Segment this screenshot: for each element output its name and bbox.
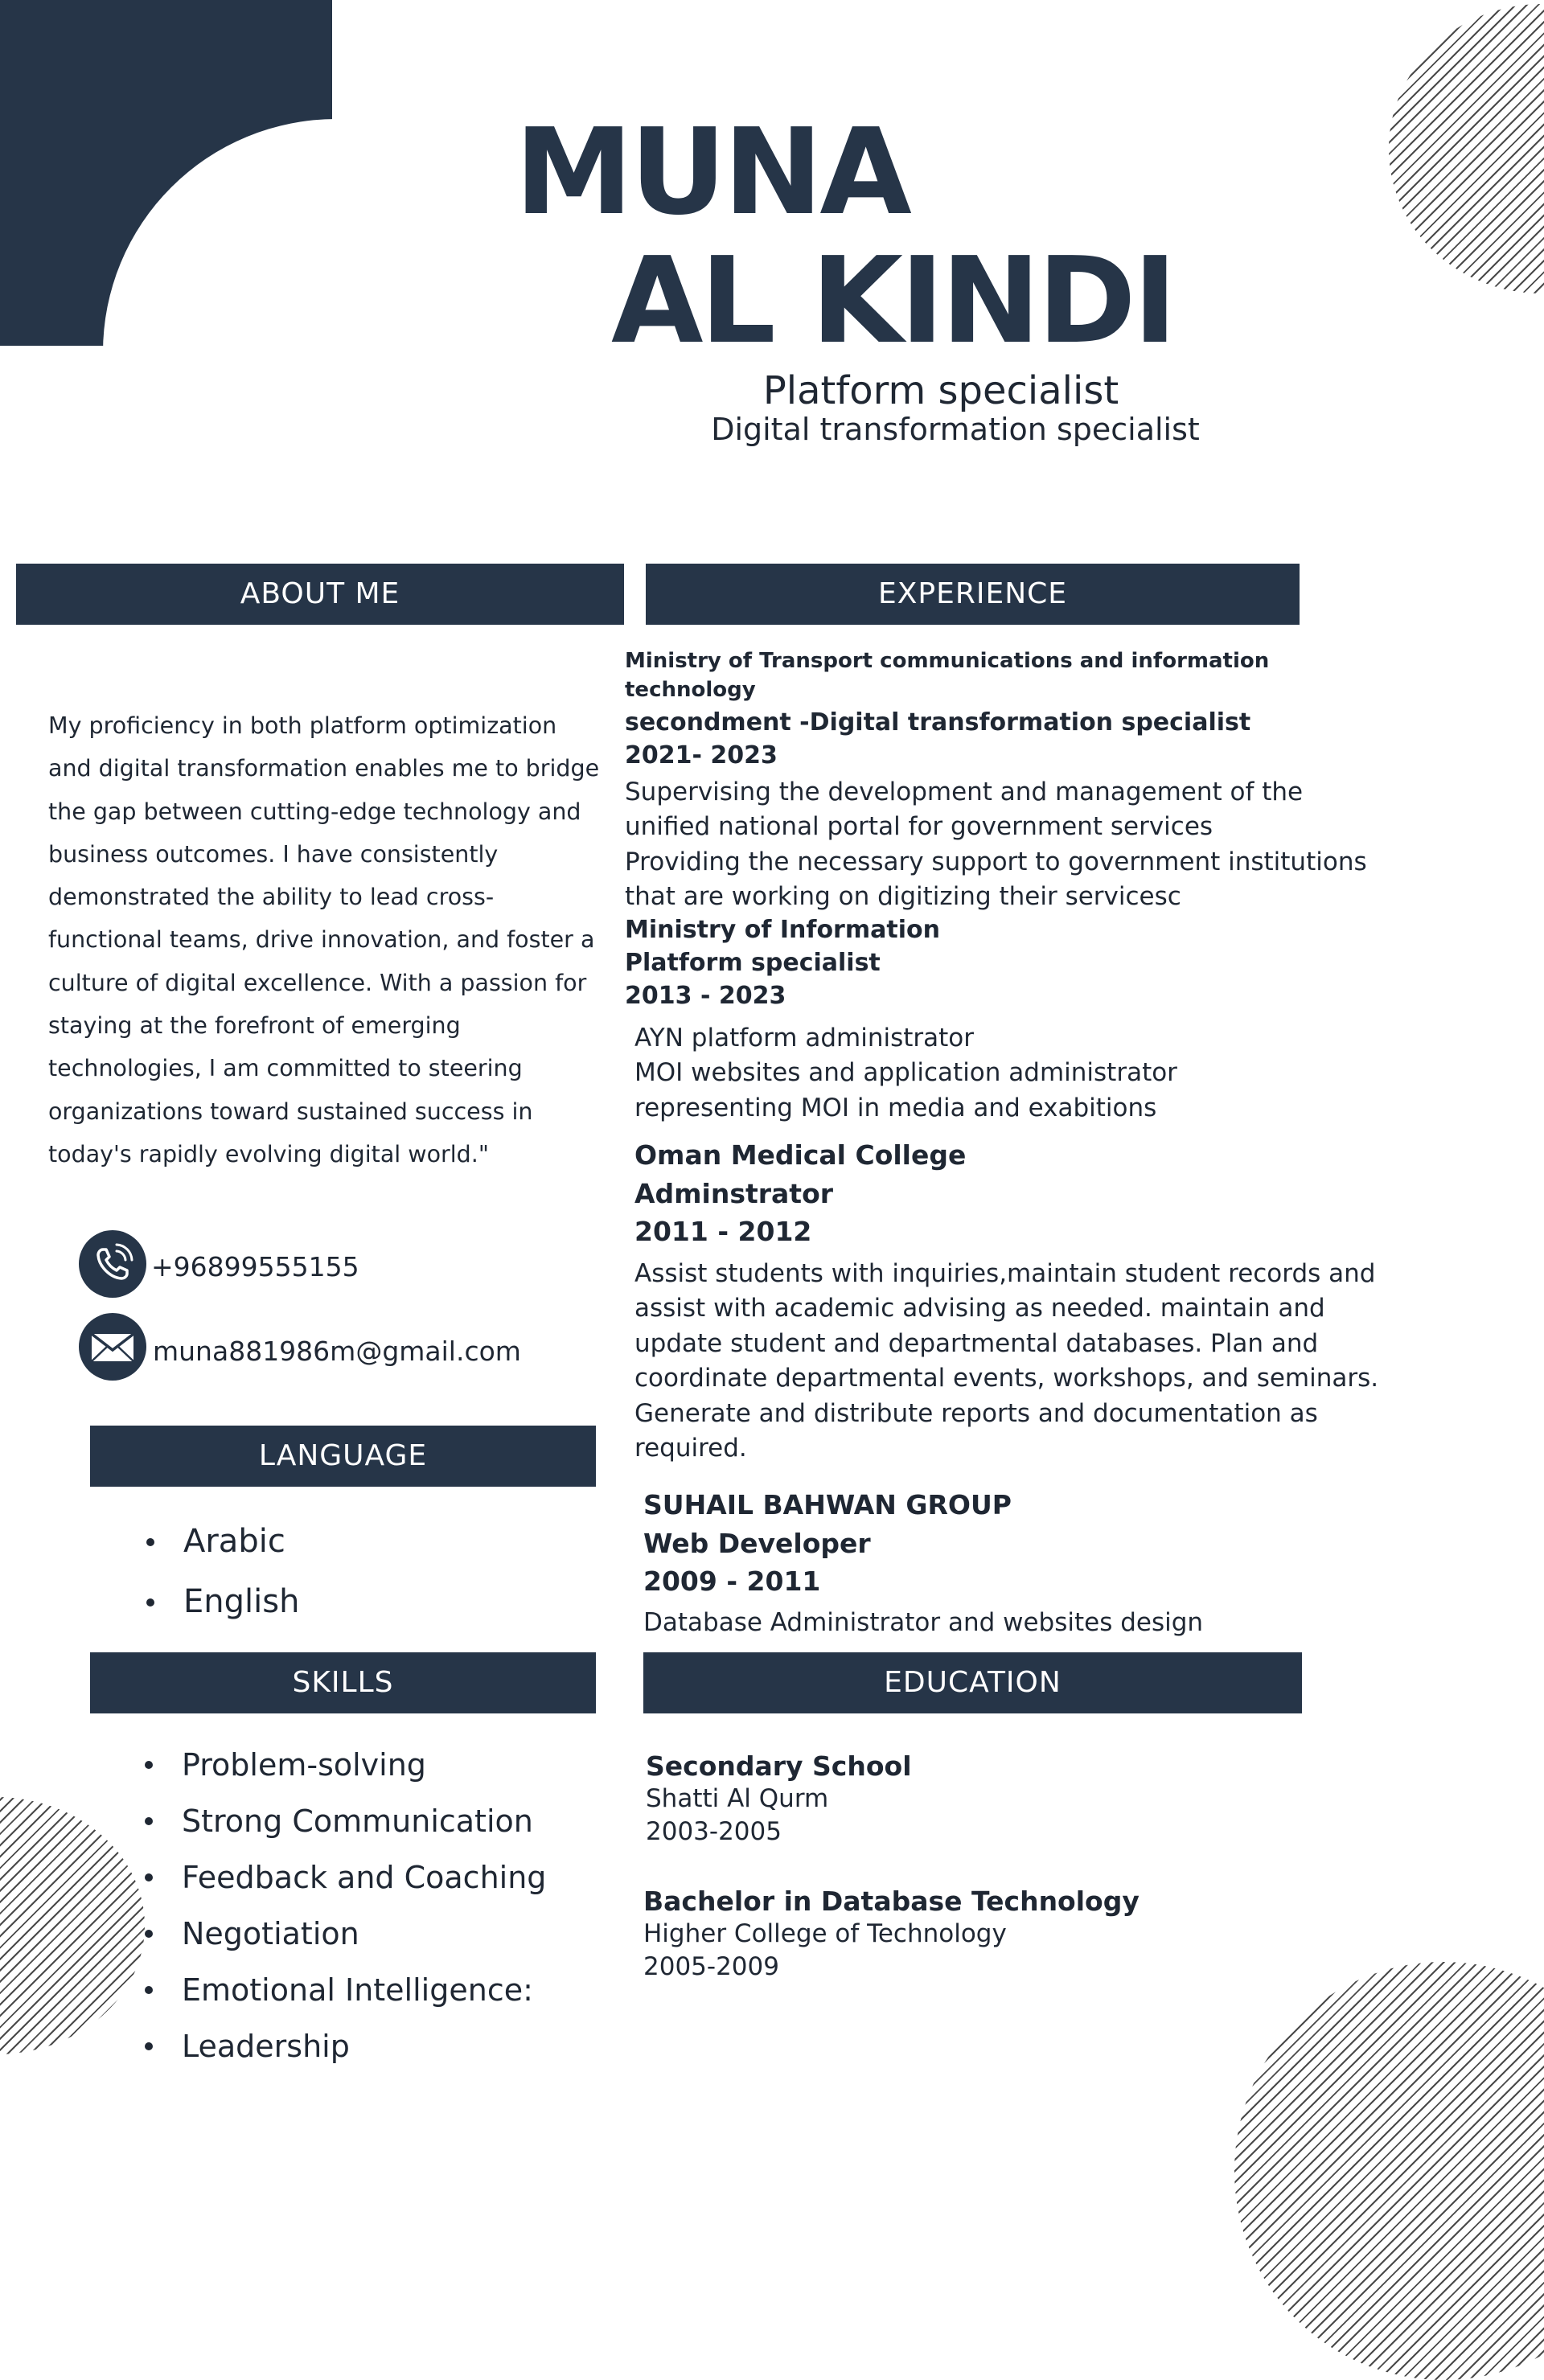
about-line: organizations toward sustained success in [48, 1098, 533, 1125]
education-school: Higher College of Technology [643, 1919, 1007, 1948]
education-degree: Bachelor in Database Technology [643, 1886, 1140, 1917]
hatched-circle-top-right [1389, 4, 1544, 293]
job-detail-line: AYN platform administrator [634, 1024, 975, 1053]
about-line: staying at the forefront of emerging [48, 1012, 461, 1040]
about-line: the gap between cutting-edge technology and [48, 798, 581, 825]
education-years: 2005-2009 [643, 1952, 779, 1981]
education-years: 2003-2005 [646, 1817, 782, 1846]
job-detail-line: MOI websites and application administrator [634, 1058, 1177, 1088]
job-role: Web Developer [643, 1527, 871, 1559]
employer-name: Ministry of Transport communications and information [625, 649, 1270, 673]
language-list [146, 1512, 299, 1632]
employer-name: Oman Medical College [634, 1139, 967, 1171]
job-detail-line: Assist students with inquiries,maintain student records and [634, 1259, 1376, 1288]
about-line: My proficiency in both platform optimization [48, 712, 557, 739]
experience-entry [625, 913, 940, 1012]
experience-entry [625, 646, 1269, 704]
education-header: EDUCATION [643, 1652, 1302, 1713]
job-period: 2011 - 2012 [634, 1216, 812, 1247]
language-item: Arabic [146, 1512, 299, 1572]
job-role: Adminstrator [634, 1177, 834, 1209]
about-line: culture of digital excellence. With a passion for [48, 969, 587, 996]
employer-name: SUHAIL BAHWAN GROUP [643, 1489, 1012, 1520]
experience-role-block [625, 706, 1250, 772]
envelope-icon [79, 1313, 146, 1381]
about-line: today's rapidly evolving digital world." [48, 1140, 489, 1167]
language-header: LANGUAGE [90, 1426, 596, 1487]
skill-item: Problem-solving [145, 1737, 546, 1793]
employer-name: Ministry of Information [625, 916, 940, 944]
phone-number[interactable]: +96899555155 [151, 1251, 359, 1282]
job-period: 2013 - 2023 [625, 982, 786, 1010]
hatched-circle-left [0, 1797, 145, 2054]
last-name: AL KINDI [611, 232, 1174, 370]
job-role: secondment -Digital transformation specialist [625, 708, 1251, 737]
job-details [643, 1606, 1203, 1640]
skills-header: SKILLS [90, 1652, 596, 1713]
email-address[interactable]: muna881986m@gmail.com [153, 1336, 521, 1367]
skill-item: Emotional Intelligence: [145, 1962, 546, 2018]
job-role: Platform specialist [625, 949, 881, 977]
first-name: MUNA [515, 103, 909, 241]
job-detail-line: update student and departmental databases. Plan and [634, 1328, 1319, 1358]
about-me-text [48, 704, 611, 1176]
education-degree: Secondary School [646, 1750, 912, 1782]
job-detail-line: assist with academic advising as needed. maintain and [634, 1294, 1325, 1323]
skill-item: Leadership [145, 2018, 546, 2074]
job-title-primary: Platform specialist [762, 368, 1119, 413]
language-item: English [146, 1572, 299, 1632]
job-detail-line: Database Administrator and websites design [643, 1608, 1204, 1637]
job-detail-line: Supervising the development and management of the [625, 778, 1304, 806]
phone-icon [79, 1230, 146, 1298]
job-detail-line: that are working on digitizing their servicesc [625, 881, 1181, 911]
skill-item: Negotiation [145, 1906, 546, 1962]
education-entry [643, 1885, 1140, 1984]
job-detail-line: representing MOI in media and exabitions [634, 1093, 1157, 1122]
education-entry [646, 1750, 912, 1849]
experience-entry [634, 1136, 966, 1251]
job-detail-line: unified national portal for government services [625, 812, 1213, 842]
skills-list [145, 1737, 546, 2074]
job-details [634, 1021, 1177, 1126]
job-details [634, 1257, 1378, 1466]
experience-entry [643, 1486, 1012, 1601]
about-line: functional teams, drive innovation, and foster a [48, 926, 595, 954]
job-detail-line: Providing the necessary support to government institutions [625, 847, 1367, 876]
job-title-secondary: Digital transformation specialist [711, 412, 1200, 447]
about-me-header: ABOUT ME [16, 564, 624, 625]
education-school: Shatti Al Qurm [646, 1784, 829, 1813]
skill-item: Feedback and Coaching [145, 1849, 546, 1906]
corner-decoration-cutout [103, 119, 569, 585]
skill-item: Strong Communication [145, 1793, 546, 1849]
about-line: demonstrated the ability to lead cross- [48, 884, 495, 911]
job-period: 2009 - 2011 [643, 1565, 821, 1597]
hatched-circle-bottom-right [1234, 1962, 1544, 2380]
job-detail-line: coordinate departmental events, workshops, and seminars. [634, 1364, 1379, 1393]
about-line: technologies, I am committed to steering [48, 1055, 523, 1082]
about-line: business outcomes. I have consistently [48, 840, 499, 868]
experience-header: EXPERIENCE [646, 564, 1300, 625]
employer-name-cont: technology [625, 678, 756, 702]
job-detail-line: Generate and distribute reports and documentation as [634, 1398, 1318, 1428]
about-line: and digital transformation enables me to bridge [48, 755, 600, 782]
job-detail-line: required. [634, 1434, 747, 1463]
job-details [625, 775, 1367, 914]
job-period: 2021- 2023 [625, 741, 778, 769]
